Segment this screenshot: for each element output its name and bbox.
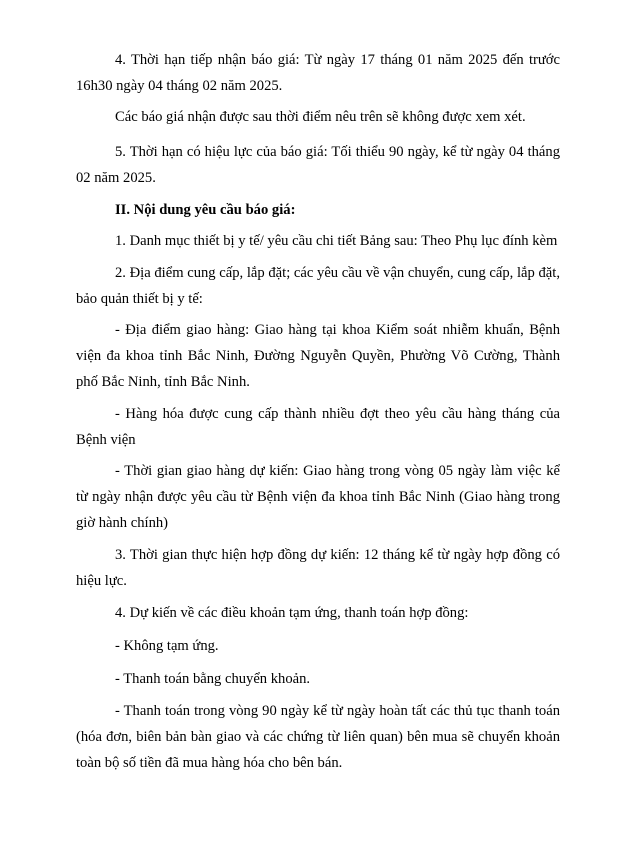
paragraph-payment-terms: 4. Dự kiến về các điều khoản tạm ứng, thanh toán hợp đồng: (115, 605, 469, 621)
paragraph-bank-transfer: - Thanh toán bằng chuyển khoản. (115, 671, 311, 687)
paragraph-delivery-requirements: 2. Địa điểm cung cấp, lắp đặt; các yêu cầu về vận chuyển, cung cấp, lắp đặt, bảo quản thiết bị y tế: (76, 265, 560, 307)
paragraph-quote-validity: 5. Thời hạn có hiệu lực của báo giá: Tối thiểu 90 ngày, kể từ ngày 04 tháng 02 năm 2025. (76, 144, 560, 186)
paragraph-delivery-batches: - Hàng hóa được cung cấp thành nhiều đợt theo yêu cầu hàng tháng của Bệnh viện (76, 406, 560, 448)
paragraph-no-advance: - Không tạm ứng. (115, 638, 219, 654)
paragraph-quote-receipt-period: 4. Thời hạn tiếp nhận báo giá: Từ ngày 17 tháng 01 năm 2025 đến trước 16h30 ngày 04 tháng 02 năm 2025. (76, 52, 560, 94)
paragraph-equipment-list: 1. Danh mục thiết bị y tế/ yêu cầu chi tiết Bảng sau: Theo Phụ lục đính kèm (115, 233, 558, 249)
paragraph-payment-within-90-days: - Thanh toán trong vòng 90 ngày kể từ ngày hoàn tất các thủ tục thanh toán (hóa đơn, biên bản bàn giao và các chứng từ liên quan) bên mua sẽ chuyển khoản toàn bộ số tiền đã mua hàng hóa cho bên bán. (76, 703, 560, 771)
paragraph-contract-duration: 3. Thời gian thực hiện hợp đồng dự kiến: 12 tháng kể từ ngày hợp đồng có hiệu lực. (76, 547, 560, 589)
paragraph-delivery-location: - Địa điểm giao hàng: Giao hàng tại khoa Kiểm soát nhiễm khuẩn, Bệnh viện đa khoa tỉnh Bắc Ninh, Đường Nguyễn Quyền, Phường Võ Cường, Thành phố Bắc Ninh, tỉnh Bắc Ninh. (76, 322, 560, 390)
paragraph-delivery-time: - Thời gian giao hàng dự kiến: Giao hàng trong vòng 05 ngày làm việc kể từ ngày nhận được yêu cầu từ Bệnh viện đa khoa tỉnh Bắc Ninh (Giao hàng trong giờ hành chính) (76, 463, 560, 531)
section-heading-quote-content: II. Nội dung yêu cầu báo giá: (115, 202, 296, 218)
paragraph-late-quotes-note: Các báo giá nhận được sau thời điểm nêu trên sẽ không được xem xét. (115, 109, 526, 125)
